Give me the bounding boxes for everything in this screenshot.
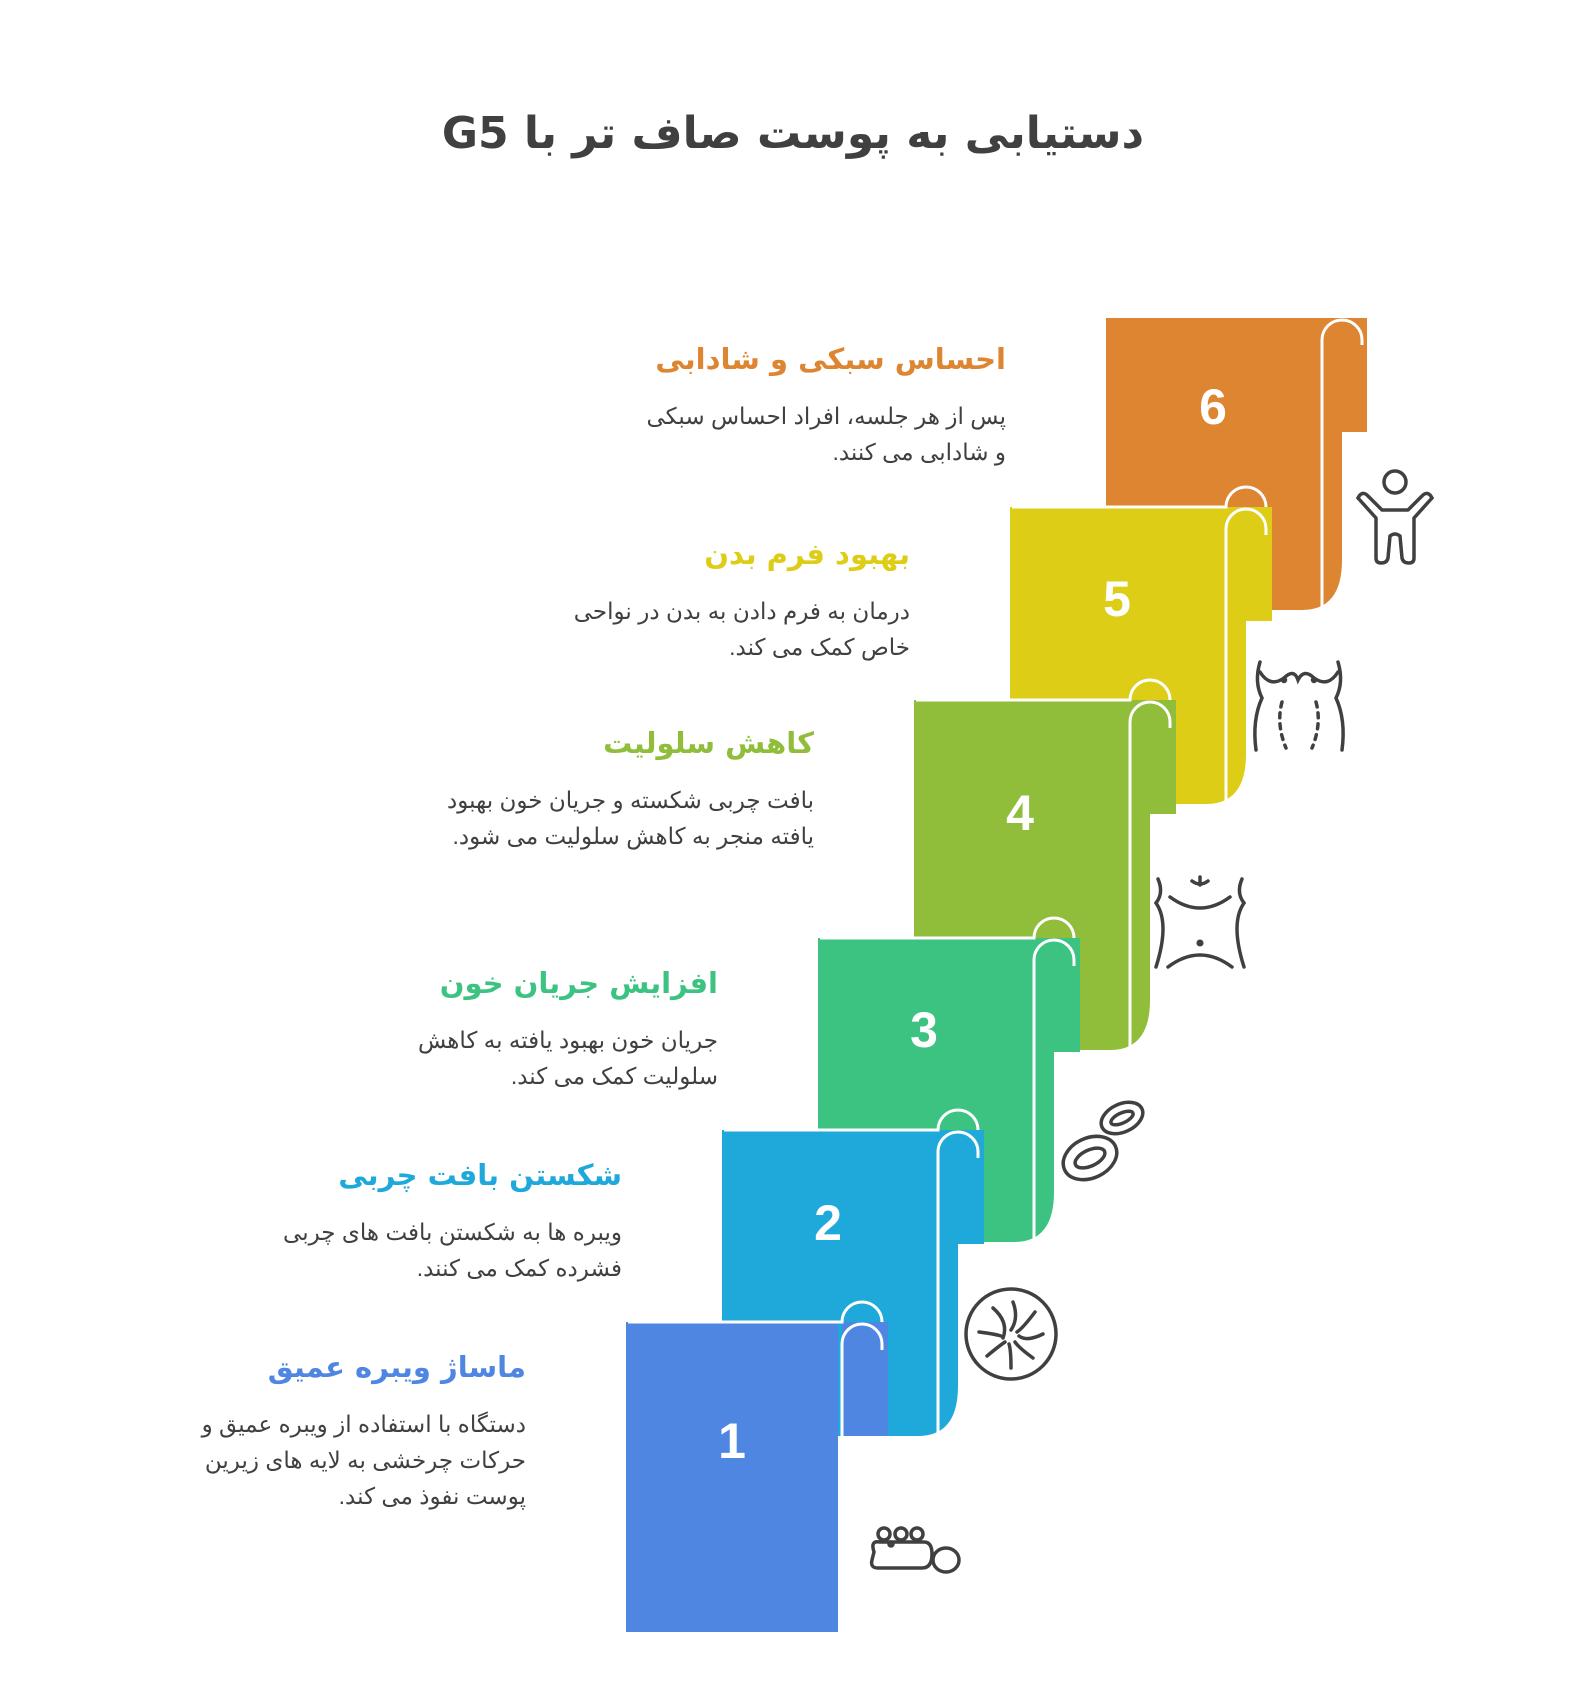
step-3-text (388, 966, 718, 1094)
step-2-description: ویبره ها به شکستن بافت های چربی فشرده کمک می کنند. (283, 1219, 622, 1281)
step-1-description: دستگاه با استفاده از ویبره عمیق و حرکات چرخشی به لایه های زیرین پوست نفوذ می کند. (201, 1411, 526, 1509)
step-5-description: درمان به فرم دادن به بدن در نواحی خاص کمک می کند. (573, 598, 910, 660)
blood-cells-icon (1058, 1096, 1154, 1192)
page-title: دستیابی به پوست صاف تر با G5 (441, 108, 1145, 159)
step-4-title: کاهش سلولیت (603, 726, 814, 760)
step-1-title: ماساژ ویبره عمیق (267, 1350, 526, 1384)
step-3-title: افزایش جریان خون (439, 966, 718, 1000)
step-2-text (262, 1158, 622, 1286)
step-2-number: 2 (814, 1195, 842, 1251)
step-6-number: 6 (1199, 379, 1227, 435)
step-6-text (646, 342, 1006, 470)
step-1-ribbon (626, 1302, 888, 1632)
step-3-description: جریان خون بهبود یافته به کاهش سلولیت کمک می کند. (417, 1027, 718, 1089)
step-5-title: بهبود فرم بدن (704, 537, 910, 571)
waist-icon (1150, 873, 1250, 973)
step-4-text (444, 726, 814, 854)
swirl-circle-icon (963, 1286, 1059, 1382)
step-2-title: شکستن بافت چربی (338, 1158, 622, 1192)
step-3-number: 3 (910, 1002, 938, 1058)
step-1-number: 1 (718, 1413, 746, 1469)
step-1-text (156, 1350, 526, 1514)
step-6-title: احساس سبکی و شادابی (655, 342, 1006, 376)
body-contour-icon (1250, 658, 1348, 754)
step-5-number: 5 (1103, 571, 1131, 627)
step-6-description: پس از هر جلسه، افراد احساس سبکی و شادابی می کنند. (646, 403, 1006, 465)
happy-person-icon (1352, 468, 1438, 566)
step-4-number: 4 (1006, 785, 1034, 841)
step-5-text (540, 537, 910, 665)
step-4-description: بافت چربی شکسته و جریان خون بهبود یافته منجر به کاهش سلولیت می شود. (447, 787, 814, 849)
massage-stones-icon (866, 1520, 962, 1580)
